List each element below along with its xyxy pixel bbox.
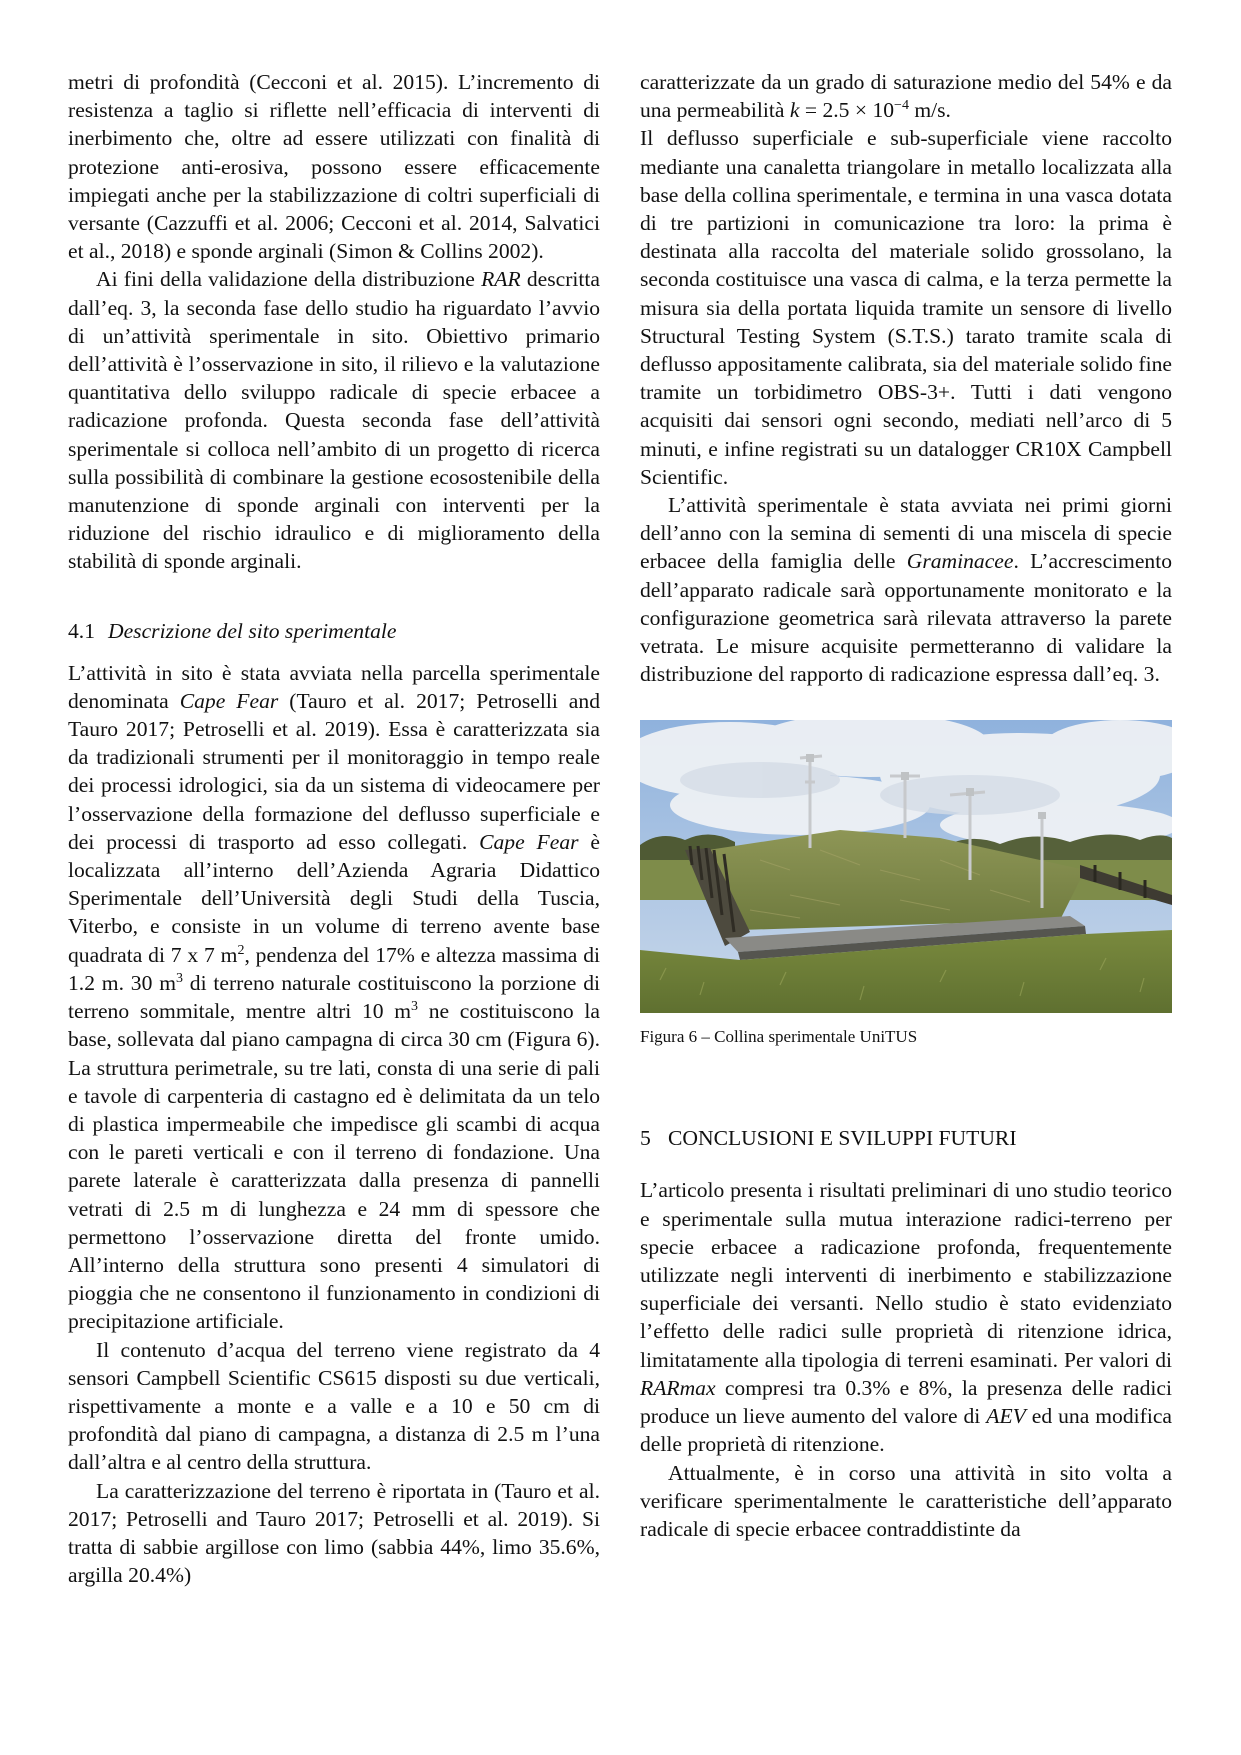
paragraph: metri di profondità (Cecconi et al. 2015). L’incremento di resistenza a taglio si riflette nell’efficacia di interventi di inerbimento che, oltre ad essere utilizzati con finalità di protezione anti-erosiva, possono essere efficacemente impiegati anche per la stabilizzazione di coltri superficiali di versante (Cazzuffi et al. 2006; Cecconi et al. 2014, Salvatici et al., 2018) e sponde arginali (Simon & Collins 2002).	[68, 70, 600, 264]
paragraph: La caratterizzazione del terreno è riportata in (Tauro et al. 2017; Petroselli and Tauro 2017; Petroselli et al. 2019). Si tratta di sabbie argillose con limo (sabbia 44%, limo 35.6%, argilla 20.4%)	[68, 1478, 600, 1588]
right-column	[640, 68, 1172, 1543]
figure-caption: Figura 6 – Collina sperimentale UniTUS	[640, 1027, 918, 1047]
paragraph: Attualmente, è in corso una attività in sito volta a verificare sperimentalmente le caratteristiche dell’apparato radicale di specie erbacee contraddistinte da	[640, 1460, 1172, 1541]
left-column	[68, 68, 600, 1589]
paragraph: Il contenuto d’acqua del terreno viene registrato da 4 sensori Campbell Scientific CS615 disposti su due verticali, rispettivamente a monte e a valle e a 10 e 50 cm di profondità dal piano di campagna, a distanza di 2.5 m l’una dall’altra e al centro della struttura.	[68, 1337, 600, 1475]
paragraph: Ai fini della validazione della distribuzione RAR descritta dall’eq. 3, la seconda fase dello studio ha riguardato l’avvio di un’attività sperimentale in sito. Obiettivo primario dell’attività è l’osservazione in sito, il rilievo e la valutazione quantitativa dello sviluppo radicale di specie erbacee a radicazione profonda. Questa seconda fase dell’attività sperimentale si colloca nell’ambito di un progetto di ricerca sulla possibilità di combinare la gestione ecosostenibile della manutenzione di sponde arginali con interventi per la riduzione del rischio idraulico e di miglioramento della stabilità di sponde arginali.	[68, 267, 600, 574]
section-heading-4-1: 4.1 Descrizione del sito sperimentale	[68, 618, 397, 643]
paragraph: Il deflusso superficiale e sub-superficiale viene raccolto mediante una canaletta triangolare in metallo localizzata alla base della collina sperimentale, e termina in una vasca dotata di tre partizioni in comunicazione tra loro: la prima è destinata alla raccolta del materiale solido grossolano, la seconda costituisce una vasca di calma, e la terza permette la misura sia della portata liquida tramite un sensore di livello Structural Testing System (S.T.S.) tarato tramite scala di deflusso appositamente calibrata, sia del materiale solido fine tramite un torbidimetro OBS-3+. Tutti i dati vengono acquisiti dai sensori ogni secondo, mediati nell’arco di 5 minuti, e infine registrati su un datalogger CR10X Campbell Scientific.	[640, 126, 1172, 489]
section-heading-5: 5 CONCLUSIONI E SVILUPPI FUTURI	[640, 1126, 1017, 1151]
paragraph: L’articolo presenta i risultati preliminari di uno studio teorico e sperimentale sulla mutua interazione radici-terreno per specie erbacee a radicazione profonda, frequentemente utilizzate negli interventi di inerbimento e stabilizzazione superficiale dei versanti. Nello studio è stato evidenziato l’effetto delle radici sulle proprietà di ritenzione idrica, limitatamente alla tipologia di terreni esaminati. Per valori di RARmax compresi tra 0.3% e 8%, la presenza delle radici produce un lieve aumento del valore di AEV ed una modifica delle proprietà di ritenzione.	[640, 1178, 1172, 1457]
paragraph: caratterizzate da un grado di saturazione medio del 54% e da una permeabilità $k = 2.5 \times 10^{-4}$ m/s.	[640, 70, 1172, 123]
paragraph: L’attività sperimentale è stata avviata nei primi giorni dell’anno con la semina di sementi di una miscela di specie erbacee della famiglia delle Graminacee. L’accrescimento dell’apparato radicale sarà opportunamente monitorato e la configurazione geometrica sarà rilevata attraverso la parete vetrata. Le misure acquisite permetteranno di validare la distribuzione del rapporto di radicazione espressa dall’eq. 3.	[640, 493, 1173, 687]
paragraph: L’attività in sito è stata avviata nella parcella sperimentale denominata Cape Fear (Tauro et al. 2017; Petroselli and Tauro 2017; Petroselli et al. 2019). Essa è caratterizzata sia da tradizionali strumenti per il monitoraggio in tempo reale dei processi idrologici, sia da un sistema di videocamere per l’osservazione della formazione del deflusso superficiale e dei processi di trasporto ad esso collegati. Cape Fear è localizzata all’interno dell’Azienda Agraria Didattico Sperimentale dell’Università degli Studi della Tuscia, Viterbo, e consiste in un volume di terreno avente base quadrata di 7 x 7 $m^2$, pendenza del 17% e altezza massima di 1.2 m. 30 $m^3$ di terreno naturale costituiscono la porzione di terreno sommitale, mentre altri 10 $m^3$ ne costituiscono la base, sollevata dal piano campagna di circa 30 cm (Figura 6). La struttura perimetrale, su tre lati, consta di una serie di pali e tavole di carpenteria di castagno ed è delimitata da un telo di plastica impermeabile che impedisce gli scambi di acqua con le pareti verticali e con il terreno di fondazione. Una parete laterale è caratterizzata dalla presenza di pannelli vetrati di 2.5 m di lunghezza e 24 mm di spessore che permettono l’osservazione diretta del fronte umido. All’interno della struttura sono presenti 4 simulatori di pioggia che ne consentono il funzionamento in condizioni di precipitazione artificiale.	[68, 660, 601, 1334]
figure-6-photo	[640, 720, 1172, 1013]
experimental-hill-photo	[640, 720, 1172, 1013]
